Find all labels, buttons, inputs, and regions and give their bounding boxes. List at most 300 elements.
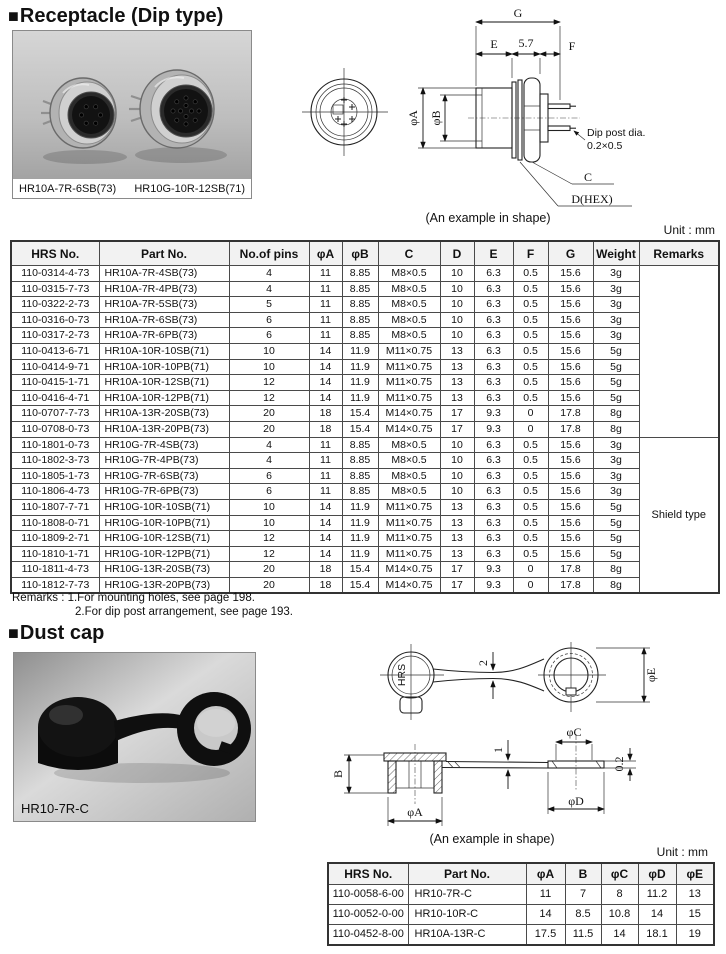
table-cell: 17.8 <box>548 406 593 422</box>
section-title-dustcap <box>8 622 104 645</box>
table-cell: HR10G-10R-12SB(71) <box>99 531 229 547</box>
table-cell: 110-1807-7-71 <box>11 499 99 515</box>
table-cell: 12 <box>229 390 309 406</box>
table-cell: 8.85 <box>342 312 378 328</box>
dim-label-c: C <box>583 170 593 184</box>
table-cell: 6.3 <box>474 531 513 547</box>
table-cell: 15.4 <box>342 562 378 578</box>
table-cell: 10 <box>229 359 309 375</box>
table-row <box>11 499 719 515</box>
drawing-caption: (An example in shape) <box>425 211 551 225</box>
table-cell: 15.6 <box>548 266 593 282</box>
column-header: φB <box>342 241 378 266</box>
table-cell: 11.9 <box>342 515 378 531</box>
table-cell: 3g <box>593 437 639 453</box>
table-cell: 8g <box>593 406 639 422</box>
table-cell: 0.5 <box>513 546 548 562</box>
table-cell: M14×0.75 <box>378 562 440 578</box>
table-cell: 110-0058-6-00 <box>328 885 408 905</box>
table-cell: 3g <box>593 468 639 484</box>
table-cell: 3g <box>593 312 639 328</box>
table-cell: 15.4 <box>342 577 378 593</box>
column-header: φA <box>526 863 565 885</box>
section-marker-icon: ■ <box>8 623 19 643</box>
table-row <box>328 905 714 925</box>
table-cell: 5g <box>593 390 639 406</box>
table-cell: 14 <box>309 515 342 531</box>
table-cell: 17 <box>440 421 474 437</box>
table-cell: 110-0315-7-73 <box>11 281 99 297</box>
table-cell: 6 <box>229 328 309 344</box>
table-cell: 14 <box>309 390 342 406</box>
table-cell: 6.3 <box>474 499 513 515</box>
table-cell: 11 <box>309 297 342 313</box>
table-cell: 110-0413-6-71 <box>11 343 99 359</box>
table-cell: 0.5 <box>513 375 548 391</box>
dim-label-b: B <box>331 769 345 779</box>
table-cell: 8 <box>601 885 638 905</box>
table-cell: 15.6 <box>548 437 593 453</box>
table-cell: 110-1812-7-73 <box>11 577 99 593</box>
table-cell: 10.8 <box>601 905 638 925</box>
table-cell: 110-0415-1-71 <box>11 375 99 391</box>
table-row <box>11 390 719 406</box>
table-cell: 9.3 <box>474 406 513 422</box>
table-cell: 14 <box>309 546 342 562</box>
table-cell: 3g <box>593 328 639 344</box>
table-cell: 19 <box>676 925 714 946</box>
table-cell: 5g <box>593 531 639 547</box>
table-cell: M14×0.75 <box>378 406 440 422</box>
table-cell: 15.6 <box>548 515 593 531</box>
table-cell: 6.3 <box>474 312 513 328</box>
table-cell: 3g <box>593 484 639 500</box>
table-cell: 6.3 <box>474 266 513 282</box>
photo-part-label: HR10A-7R-6SB(73) <box>19 182 117 195</box>
table-cell: 13 <box>440 515 474 531</box>
table-cell: M8×0.5 <box>378 266 440 282</box>
table-cell: 110-1811-4-73 <box>11 562 99 578</box>
table-cell: 0.5 <box>513 359 548 375</box>
column-header: φC <box>601 863 638 885</box>
table-cell: HR10-10R-C <box>408 905 526 925</box>
table-cell: 17 <box>440 562 474 578</box>
table-cell: HR10A-10R-12SB(71) <box>99 375 229 391</box>
table-cell: 15.6 <box>548 499 593 515</box>
table-cell: 13 <box>440 343 474 359</box>
table-cell: 8.5 <box>565 905 601 925</box>
dustcap-photo-image <box>14 653 255 821</box>
table-cell: 15.6 <box>548 453 593 469</box>
column-header: C <box>378 241 440 266</box>
table-row <box>11 375 719 391</box>
table-cell: HR10A-7R-5SB(73) <box>99 297 229 313</box>
table-cell: 0 <box>513 577 548 593</box>
column-header: φE <box>676 863 714 885</box>
table-cell: HR10A-7R-4SB(73) <box>99 266 229 282</box>
table-cell: 13 <box>676 885 714 905</box>
column-header: Part No. <box>99 241 229 266</box>
table-row <box>11 515 719 531</box>
table-cell: M8×0.5 <box>378 468 440 484</box>
table-row <box>11 312 719 328</box>
table-cell: 4 <box>229 281 309 297</box>
table-cell: 4 <box>229 453 309 469</box>
table-cell: 17.8 <box>548 562 593 578</box>
side-view <box>406 6 645 206</box>
photo-part-label: HR10-7R-C <box>21 801 89 816</box>
table-cell: 6 <box>229 312 309 328</box>
table-cell: 110-0707-7-73 <box>11 406 99 422</box>
column-header: HRS No. <box>328 863 408 885</box>
unit-label: Unit : mm <box>663 223 715 237</box>
table-cell: 6.3 <box>474 375 513 391</box>
table-cell: 6.3 <box>474 437 513 453</box>
receptacle-photo-image <box>13 31 251 179</box>
table-row <box>11 468 719 484</box>
table-cell: 11.9 <box>342 499 378 515</box>
unit-label: Unit : mm <box>656 845 708 859</box>
table-cell: 15.6 <box>548 531 593 547</box>
table-row <box>11 281 719 297</box>
table-row <box>11 421 719 437</box>
section-title-text: Receptacle (Dip type) <box>19 5 224 27</box>
table-cell: 15.4 <box>342 406 378 422</box>
table-cell: 13 <box>440 390 474 406</box>
table-cell: 8g <box>593 577 639 593</box>
remarks-line: Remarks : 1.For mounting holes, see page 198. <box>12 592 255 604</box>
table-cell: 17.8 <box>548 577 593 593</box>
remarks-group-cell: Shield type <box>639 437 719 593</box>
table-cell: 20 <box>229 406 309 422</box>
dim-label-d-hex: D(HEX) <box>571 192 613 206</box>
dim-label-g: G <box>513 6 523 20</box>
table-cell: 0.5 <box>513 266 548 282</box>
column-header: Part No. <box>408 863 526 885</box>
column-header: G <box>548 241 593 266</box>
dustcap-side-view <box>331 725 636 826</box>
table-cell: 8.85 <box>342 281 378 297</box>
table-cell: M8×0.5 <box>378 312 440 328</box>
table-cell: M14×0.75 <box>378 421 440 437</box>
table-cell: 14 <box>309 359 342 375</box>
table-cell: 15.6 <box>548 297 593 313</box>
table-cell: HR10G-7R-4PB(73) <box>99 453 229 469</box>
column-header: Weight <box>593 241 639 266</box>
table-row <box>11 266 719 282</box>
table-row <box>11 546 719 562</box>
table-cell: M11×0.75 <box>378 359 440 375</box>
table-cell: 0.5 <box>513 390 548 406</box>
drawing-caption: (An example in shape) <box>429 832 555 846</box>
table-cell: 18 <box>309 577 342 593</box>
table-cell: 110-0452-8-00 <box>328 925 408 946</box>
table-cell: 15.6 <box>548 359 593 375</box>
dim-label-02: 0.2 <box>612 756 626 772</box>
table-cell: 0.5 <box>513 328 548 344</box>
table-row <box>11 453 719 469</box>
table-cell: 11.9 <box>342 343 378 359</box>
table-cell: 110-0052-0-00 <box>328 905 408 925</box>
table-cell: M11×0.75 <box>378 499 440 515</box>
table-cell: 11 <box>309 468 342 484</box>
table-cell: 110-0316-0-73 <box>11 312 99 328</box>
table-cell: 0.5 <box>513 281 548 297</box>
table-cell: 18 <box>309 406 342 422</box>
table-cell: 10 <box>440 328 474 344</box>
table-cell: 6.3 <box>474 453 513 469</box>
table-cell: 110-1810-1-71 <box>11 546 99 562</box>
dip-post-note-line1: Dip post dia. <box>587 127 646 139</box>
dim-label-f: F <box>568 39 576 53</box>
table-cell: 3g <box>593 297 639 313</box>
table-cell: HR10A-7R-4PB(73) <box>99 281 229 297</box>
table-cell: 0.5 <box>513 312 548 328</box>
dim-label-2: 2 <box>476 660 490 666</box>
table-row <box>11 484 719 500</box>
table-cell: 20 <box>229 577 309 593</box>
table-cell: 10 <box>440 266 474 282</box>
column-header: Remarks <box>639 241 719 266</box>
table-cell: 5g <box>593 343 639 359</box>
table-cell: HR10G-10R-10SB(71) <box>99 499 229 515</box>
table-cell: HR10A-7R-6PB(73) <box>99 328 229 344</box>
table-cell: 15.6 <box>548 484 593 500</box>
photo-part-label: HR10G-10R-12SB(71) <box>134 182 245 195</box>
table-cell: HR10G-7R-6PB(73) <box>99 484 229 500</box>
table-cell: 14 <box>309 531 342 547</box>
receptacle-photo <box>12 30 252 199</box>
table-cell: 10 <box>440 281 474 297</box>
table-cell: M11×0.75 <box>378 343 440 359</box>
table-cell: 12 <box>229 546 309 562</box>
table-row <box>11 359 719 375</box>
table-cell: 6.3 <box>474 515 513 531</box>
dim-label-phi-e: φE <box>644 667 658 683</box>
table-cell: 15.6 <box>548 343 593 359</box>
table-cell: 0.5 <box>513 468 548 484</box>
table-cell: 6.3 <box>474 359 513 375</box>
table-cell: 11.2 <box>638 885 676 905</box>
table-row <box>11 562 719 578</box>
dip-post-note-line2: 0.2×0.5 <box>587 140 623 152</box>
table-cell: 4 <box>229 437 309 453</box>
table-cell: HR10G-10R-10PB(71) <box>99 515 229 531</box>
table-cell: 4 <box>229 266 309 282</box>
section-title-receptacle <box>8 5 223 28</box>
table-cell: 0.5 <box>513 531 548 547</box>
table-cell: 0.5 <box>513 453 548 469</box>
table-cell: 10 <box>440 312 474 328</box>
column-header: E <box>474 241 513 266</box>
table-cell: 5g <box>593 515 639 531</box>
table-cell: HR10G-7R-4SB(73) <box>99 437 229 453</box>
table-remarks <box>12 591 293 619</box>
table-cell: HR10A-13R-C <box>408 925 526 946</box>
table-cell: 3g <box>593 281 639 297</box>
table-cell: 110-0314-4-73 <box>11 266 99 282</box>
table-cell: 11.9 <box>342 375 378 391</box>
table-row <box>11 406 719 422</box>
table-cell: 0.5 <box>513 437 548 453</box>
dim-label-e: E <box>490 37 498 51</box>
table-cell: 110-1808-0-71 <box>11 515 99 531</box>
table-cell: 6.3 <box>474 468 513 484</box>
table-cell: 14 <box>601 925 638 946</box>
table-cell: HR10A-10R-12PB(71) <box>99 390 229 406</box>
table-cell: 18 <box>309 421 342 437</box>
table-cell: 6 <box>229 468 309 484</box>
table-cell: 14 <box>309 499 342 515</box>
table-cell: 110-0416-4-71 <box>11 390 99 406</box>
table-cell: 8.85 <box>342 297 378 313</box>
table-cell: 0.5 <box>513 499 548 515</box>
table-cell: 8.85 <box>342 468 378 484</box>
table-cell: HR10-7R-C <box>408 885 526 905</box>
table-cell: 0 <box>513 421 548 437</box>
table-cell: 9.3 <box>474 562 513 578</box>
table-cell: 10 <box>440 484 474 500</box>
table-cell: 11.9 <box>342 390 378 406</box>
table-row <box>11 343 719 359</box>
table-cell: HR10A-7R-6SB(73) <box>99 312 229 328</box>
table-cell: 8.85 <box>342 484 378 500</box>
table-cell: 0.5 <box>513 343 548 359</box>
table-row <box>11 297 719 313</box>
table-cell: M11×0.75 <box>378 515 440 531</box>
table-cell: 8.85 <box>342 453 378 469</box>
table-cell: 110-1809-2-71 <box>11 531 99 547</box>
table-cell: 10 <box>440 437 474 453</box>
table-cell: 10 <box>229 343 309 359</box>
table-cell: 10 <box>440 468 474 484</box>
table-cell: HR10G-13R-20PB(73) <box>99 577 229 593</box>
table-cell: 110-1801-0-73 <box>11 437 99 453</box>
table-row <box>328 885 714 905</box>
dim-label-57: 5.7 <box>518 36 534 50</box>
dim-label-phi-a2: φA <box>407 805 423 819</box>
table-cell: 110-0414-9-71 <box>11 359 99 375</box>
table-cell: 7 <box>565 885 601 905</box>
table-cell: 6.3 <box>474 484 513 500</box>
table-cell: HR10A-13R-20SB(73) <box>99 406 229 422</box>
dim-label-phi-b: φB <box>429 110 443 126</box>
table-cell: 8g <box>593 562 639 578</box>
table-cell: 5g <box>593 499 639 515</box>
table-cell: M11×0.75 <box>378 531 440 547</box>
table-cell: M11×0.75 <box>378 546 440 562</box>
table-cell: 15 <box>676 905 714 925</box>
table-cell: 3g <box>593 453 639 469</box>
table-cell: 14 <box>309 375 342 391</box>
table-cell: 10 <box>440 297 474 313</box>
table-cell: 11.9 <box>342 531 378 547</box>
table-cell: M8×0.5 <box>378 281 440 297</box>
table-cell: 15.6 <box>548 468 593 484</box>
table-cell: 6.3 <box>474 343 513 359</box>
table-cell: 20 <box>229 562 309 578</box>
table-cell: 110-0708-0-73 <box>11 421 99 437</box>
table-cell: 0 <box>513 562 548 578</box>
table-cell: 18.1 <box>638 925 676 946</box>
table-cell: 11.9 <box>342 359 378 375</box>
table-cell: 5g <box>593 359 639 375</box>
column-header: No.of pins <box>229 241 309 266</box>
table-cell: 20 <box>229 421 309 437</box>
table-cell: 0.5 <box>513 484 548 500</box>
column-header: φA <box>309 241 342 266</box>
table-row <box>328 925 714 946</box>
dustcap-dimension-drawing <box>330 622 726 850</box>
table-cell: M8×0.5 <box>378 484 440 500</box>
table-cell: 11 <box>526 885 565 905</box>
table-cell: 10 <box>229 515 309 531</box>
table-cell: 15.6 <box>548 546 593 562</box>
table-cell: 14 <box>526 905 565 925</box>
table-cell: HR10A-10R-10SB(71) <box>99 343 229 359</box>
column-header: φD <box>638 863 676 885</box>
section-title-text: Dust cap <box>19 622 105 644</box>
table-cell: M14×0.75 <box>378 577 440 593</box>
table-cell: 15.6 <box>548 375 593 391</box>
hrs-logo-text: HRS <box>396 663 408 687</box>
table-cell: 110-0322-2-73 <box>11 297 99 313</box>
table-cell: 6 <box>229 484 309 500</box>
table-cell: HR10G-10R-12PB(71) <box>99 546 229 562</box>
table-cell: 11 <box>309 281 342 297</box>
table-cell: 8.85 <box>342 437 378 453</box>
table-cell: 12 <box>229 375 309 391</box>
table-cell: 110-1805-1-73 <box>11 468 99 484</box>
table-cell: 8.85 <box>342 266 378 282</box>
dustcap-photo <box>13 652 256 822</box>
table-header-row <box>328 863 714 885</box>
table-cell: 0.5 <box>513 297 548 313</box>
dustcap-top-view <box>380 642 658 720</box>
table-cell: 11 <box>309 312 342 328</box>
dim-label-phi-d: φD <box>568 794 584 808</box>
table-cell: 15.6 <box>548 281 593 297</box>
table-cell: 13 <box>440 531 474 547</box>
table-cell: 13 <box>440 546 474 562</box>
table-cell: M8×0.5 <box>378 297 440 313</box>
column-header: F <box>513 241 548 266</box>
section-marker-icon: ■ <box>8 6 19 26</box>
table-cell: 110-1802-3-73 <box>11 453 99 469</box>
table-cell: 17 <box>440 577 474 593</box>
table-cell: HR10A-10R-10PB(71) <box>99 359 229 375</box>
column-header: B <box>565 863 601 885</box>
table-header-row <box>11 241 719 266</box>
photo-caption-strip <box>13 179 251 198</box>
table-cell: 8.85 <box>342 328 378 344</box>
receptacle-dimension-drawing <box>280 0 726 232</box>
table-cell: 6.3 <box>474 281 513 297</box>
dim-label-phi-a: φA <box>406 110 420 126</box>
table-cell: 13 <box>440 499 474 515</box>
table-cell: 17 <box>440 406 474 422</box>
table-cell: 14 <box>309 343 342 359</box>
table-cell: HR10A-13R-20PB(73) <box>99 421 229 437</box>
table-cell: 110-1806-4-73 <box>11 484 99 500</box>
table-cell: 5 <box>229 297 309 313</box>
receptacle-table <box>10 240 720 594</box>
table-cell: 11.5 <box>565 925 601 946</box>
table-cell: 15.4 <box>342 421 378 437</box>
table-cell: 8g <box>593 421 639 437</box>
table-cell: 11 <box>309 328 342 344</box>
table-cell: 18 <box>309 562 342 578</box>
